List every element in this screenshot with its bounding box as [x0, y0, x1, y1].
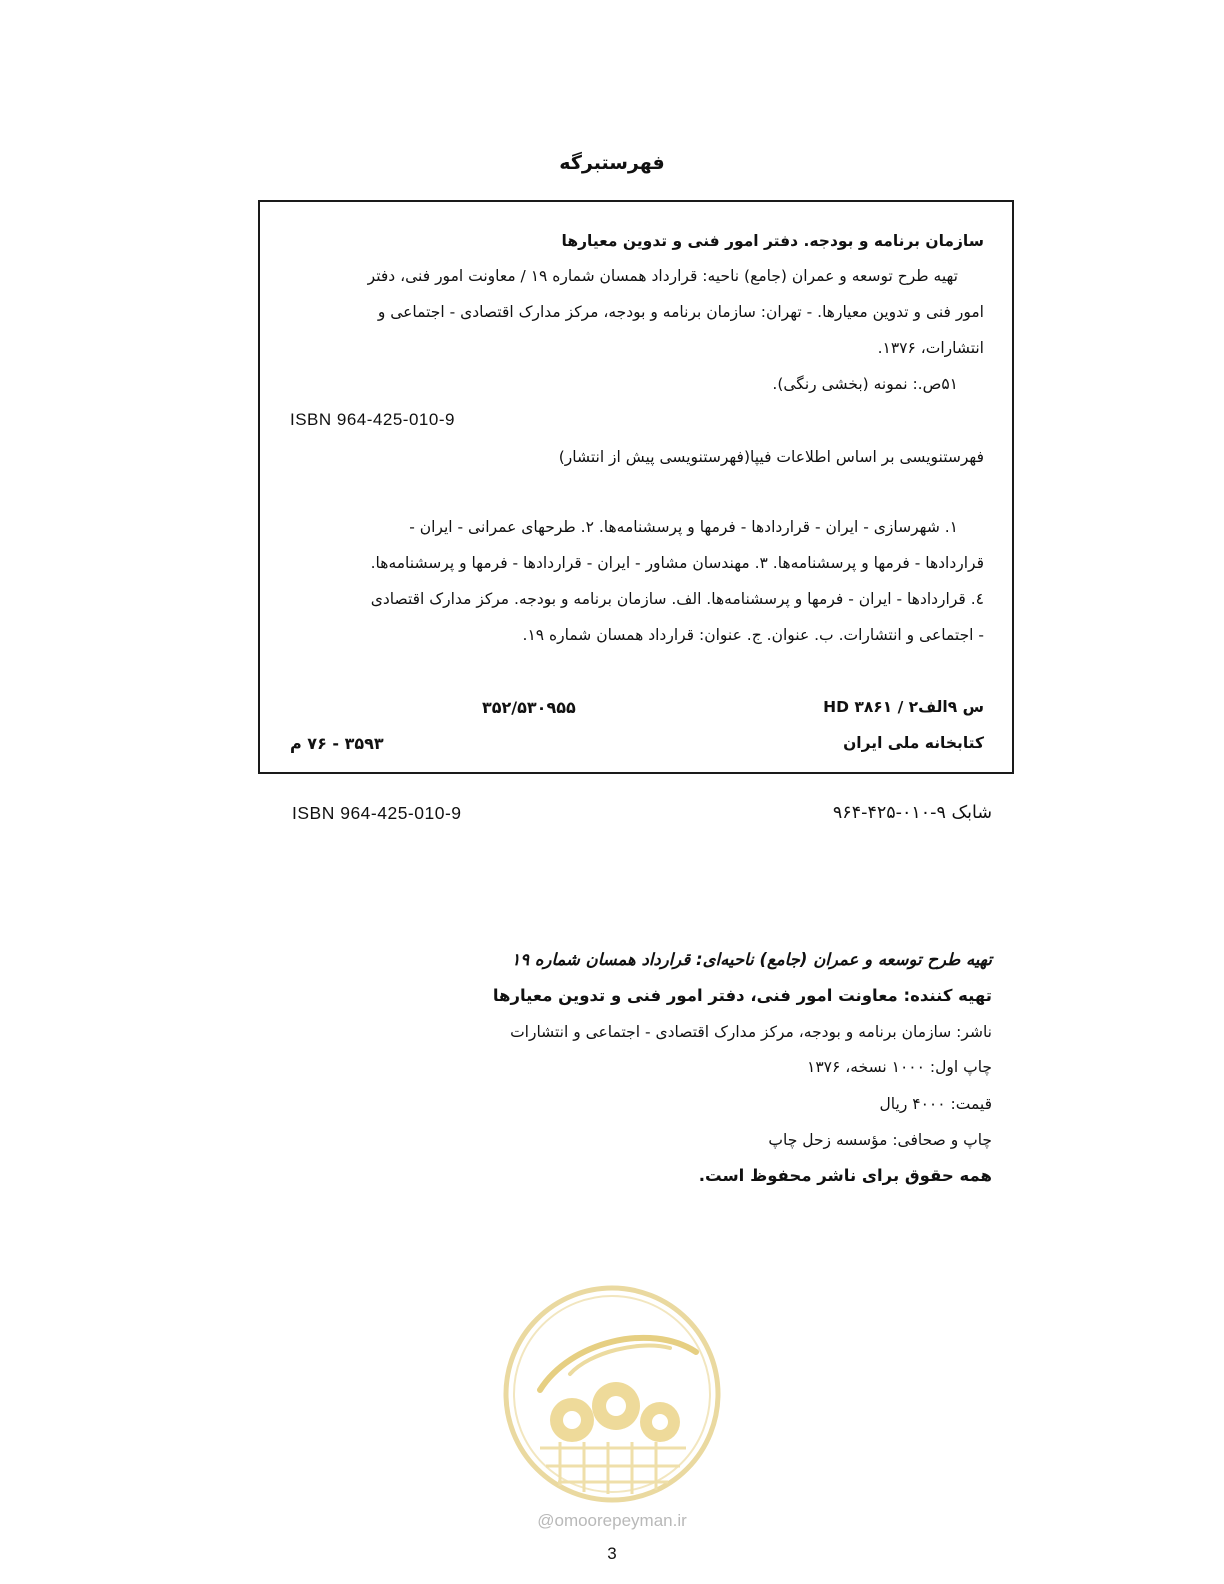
catalog-subject-line: ٤. قراردادها - ایران - فرمها و پرسشنامه‌ها. الف. سازمان برنامه و بودجه. مرکز مدارک اقتصادی	[370, 590, 984, 608]
publication-edition: چاپ اول: ۱۰۰۰ نسخه، ۱۳۷۶	[807, 1058, 992, 1076]
catalog-title-line: امور فنی و تدوین معیارها. - تهران: سازمان برنامه و بودجه، مرکز مدارک اقتصادی - اجتماعی و	[377, 303, 984, 321]
catalog-author: سازمان برنامه و بودجه. دفتر امور فنی و تدوین معیارها	[561, 232, 984, 250]
catalog-physical: ۵۱ص.: نمونه (بخشی رنگی).	[772, 375, 958, 393]
publication-price: قیمت: ۴۰۰۰ ریال	[879, 1095, 992, 1113]
lc-classification: HD ۳۸۶۱ / ۲س ۹الف	[823, 698, 984, 716]
publication-publisher: ناشر: سازمان برنامه و بودجه، مرکز مدارک اقتصادی - اجتماعی و انتشارات	[510, 1023, 992, 1041]
library-name: کتابخانه ملی ایران	[843, 734, 984, 752]
catalog-title-line: انتشارات، ۱۳۷۶.	[877, 339, 984, 357]
publication-preparer: تهیه کننده: معاونت امور فنی، دفتر امور فنی و تدوین معیارها	[492, 986, 992, 1005]
watermark-url: @omoorepeyman.ir	[537, 1511, 687, 1530]
page-heading: فهرستبرگه	[559, 152, 665, 174]
library-number: ۳۵۹۳ - ۷۶ م	[290, 734, 384, 753]
catalog-subject-line: قراردادها - فرمها و پرسشنامه‌ها. ۳. مهندسان مشاور - ایران - قراردادها - فرمها و پرسشنامه‌ها.	[370, 554, 984, 572]
at-icon: @	[537, 1511, 555, 1530]
watermark-logo-icon	[500, 1282, 724, 1506]
publication-rights: همه حقوق برای ناشر محفوظ است.	[698, 1166, 992, 1185]
catalog-subject-line: ۱. شهرسازی - ایران - قراردادها - فرمها و پرسشنامه‌ها. ۲. طرحهای عمرانی - ایران -	[409, 518, 958, 536]
catalog-subject-line: - اجتماعی و انتشارات. ب. عنوان. ج. عنوان: قرارداد همسان شماره ۱۹.	[522, 626, 984, 644]
publication-printing: چاپ و صحافی: مؤسسه زحل چاپ	[768, 1131, 992, 1149]
isbn-line: ISBN 964-425-010-9	[292, 803, 462, 823]
page-number: 3	[607, 1544, 617, 1563]
catalog-title-line: تهیه طرح توسعه و عمران (جامع) ناحیه: قرارداد همسان شماره ۱۹ / معاونت امور فنی، دفتر	[367, 267, 958, 285]
catalog-card	[258, 200, 1014, 774]
shabak-line: شابک ۹-۰۱۰-۴۲۵-۹۶۴	[832, 803, 992, 823]
catalog-note: فهرستنویسی بر اساس اطلاعات فیپا(فهرستنویسی پیش از انتشار)	[558, 448, 984, 466]
dewey-call-number: ۳۵۲/۵۳۰۹۵۵	[482, 698, 576, 717]
catalog-isbn: ISBN 964-425-010-9	[290, 410, 455, 429]
publication-title: تهیه طرح توسعه و عمران (جامع) ناحیه‌ای: قرارداد همسان شماره ۱۹	[511, 950, 992, 969]
